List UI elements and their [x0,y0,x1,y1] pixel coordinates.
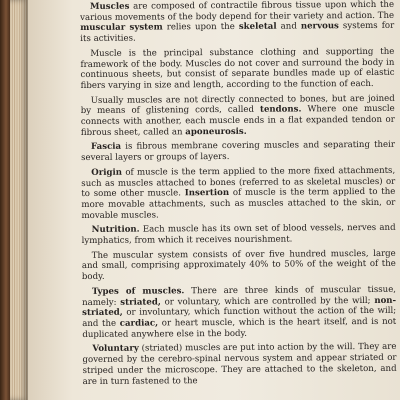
paragraph-voluntary [82,342,396,387]
text-run: is fibrous membrane covering muscles and separating their several layers or groups of layers. [81,140,396,164]
bold-term: Types of muscles. [91,286,185,297]
text-run: and [276,21,301,33]
text-run: Each muscle has its own set of blood vessels, nerves and lymphatics, from which it receives nourishment. [81,223,396,247]
book-spine [0,0,10,400]
text-run: or heart muscle, which is the heart itself, and is not duplicated anywhere else in the body. [82,316,397,340]
text-run: The muscular system consists of over five hundred muscles, large and small, comprising approximately 40% to 50% of the weight of the body. [81,248,396,283]
bold-term: Fascia [90,142,122,153]
bold-term: Origin [91,167,123,178]
paragraph-five-hundred [82,249,396,283]
bold-term: cardiac, [119,318,159,329]
paragraph-muscles [80,0,394,45]
book-page [28,0,400,400]
bold-term: muscular system [80,22,163,34]
paragraph-origin [81,166,395,222]
page-edges [10,0,28,400]
bold-term: nervous [300,21,339,32]
paragraph-nutrition [82,223,396,247]
text-run: or voluntary, which are controlled by the will; [160,295,375,308]
text-run: There are three kinds of muscular tissue, namely: [82,284,397,308]
paragraph-fascia [81,140,395,164]
paragraph-tendons [81,93,395,138]
text-run: are composed of contractile fibrous tissue upon which the various movements of the body depend for their variety and action. The [80,0,395,23]
paragraph-types [82,285,396,341]
bold-term: striated, [120,297,161,308]
bold-term: aponeurosis. [185,126,247,138]
text-run: of muscle is the term applied to the more fixed attachments, such as muscles attached to bones (referred to as skeletal muscles) or to some other muscle. [81,165,396,200]
bold-term: tendons. [259,104,302,116]
bold-term: Insertion [184,188,230,199]
text-run: (striated) muscles are put into action by the will. They are governed by the cerebro-spinal nervous system and appear striated or striped under the microscope. They are attached to the skeleton, and are in turn fastened to the [82,342,397,387]
bold-term: Nutrition. [91,224,140,236]
text-run: of muscle is the term applied to the more movable attachments, such as muscles attached to the skin, or movable muscles. [81,187,396,221]
text-run: systems for its activities. [80,21,395,45]
paragraph-muscle-principal [80,47,394,92]
text-run: Muscle is the principal substance clothing and supporting the framework of the body. Muscles do not cover and surround the body in continuous sheets, but consist of separate bundles made up of elastic fibers varying in size and length, according to the function of each. [80,46,395,91]
bold-term: Voluntary [92,343,139,355]
text-run: relies upon the [162,22,239,33]
bold-term: Muscles [89,1,130,12]
text-run: Usually muscles are not directly connected to bones, but are joined by means of glistening cords, called [80,93,395,117]
text-run: or involuntary, which function without the action of the will; and the [82,306,397,329]
body-text [80,0,397,391]
bold-term: non-striated, [82,295,397,319]
bold-term: skeletal [238,22,277,33]
text-run: Where one muscle connects with another, each muscle ends in a flat expanded tendon or fibrous sheet, called an [80,104,395,138]
